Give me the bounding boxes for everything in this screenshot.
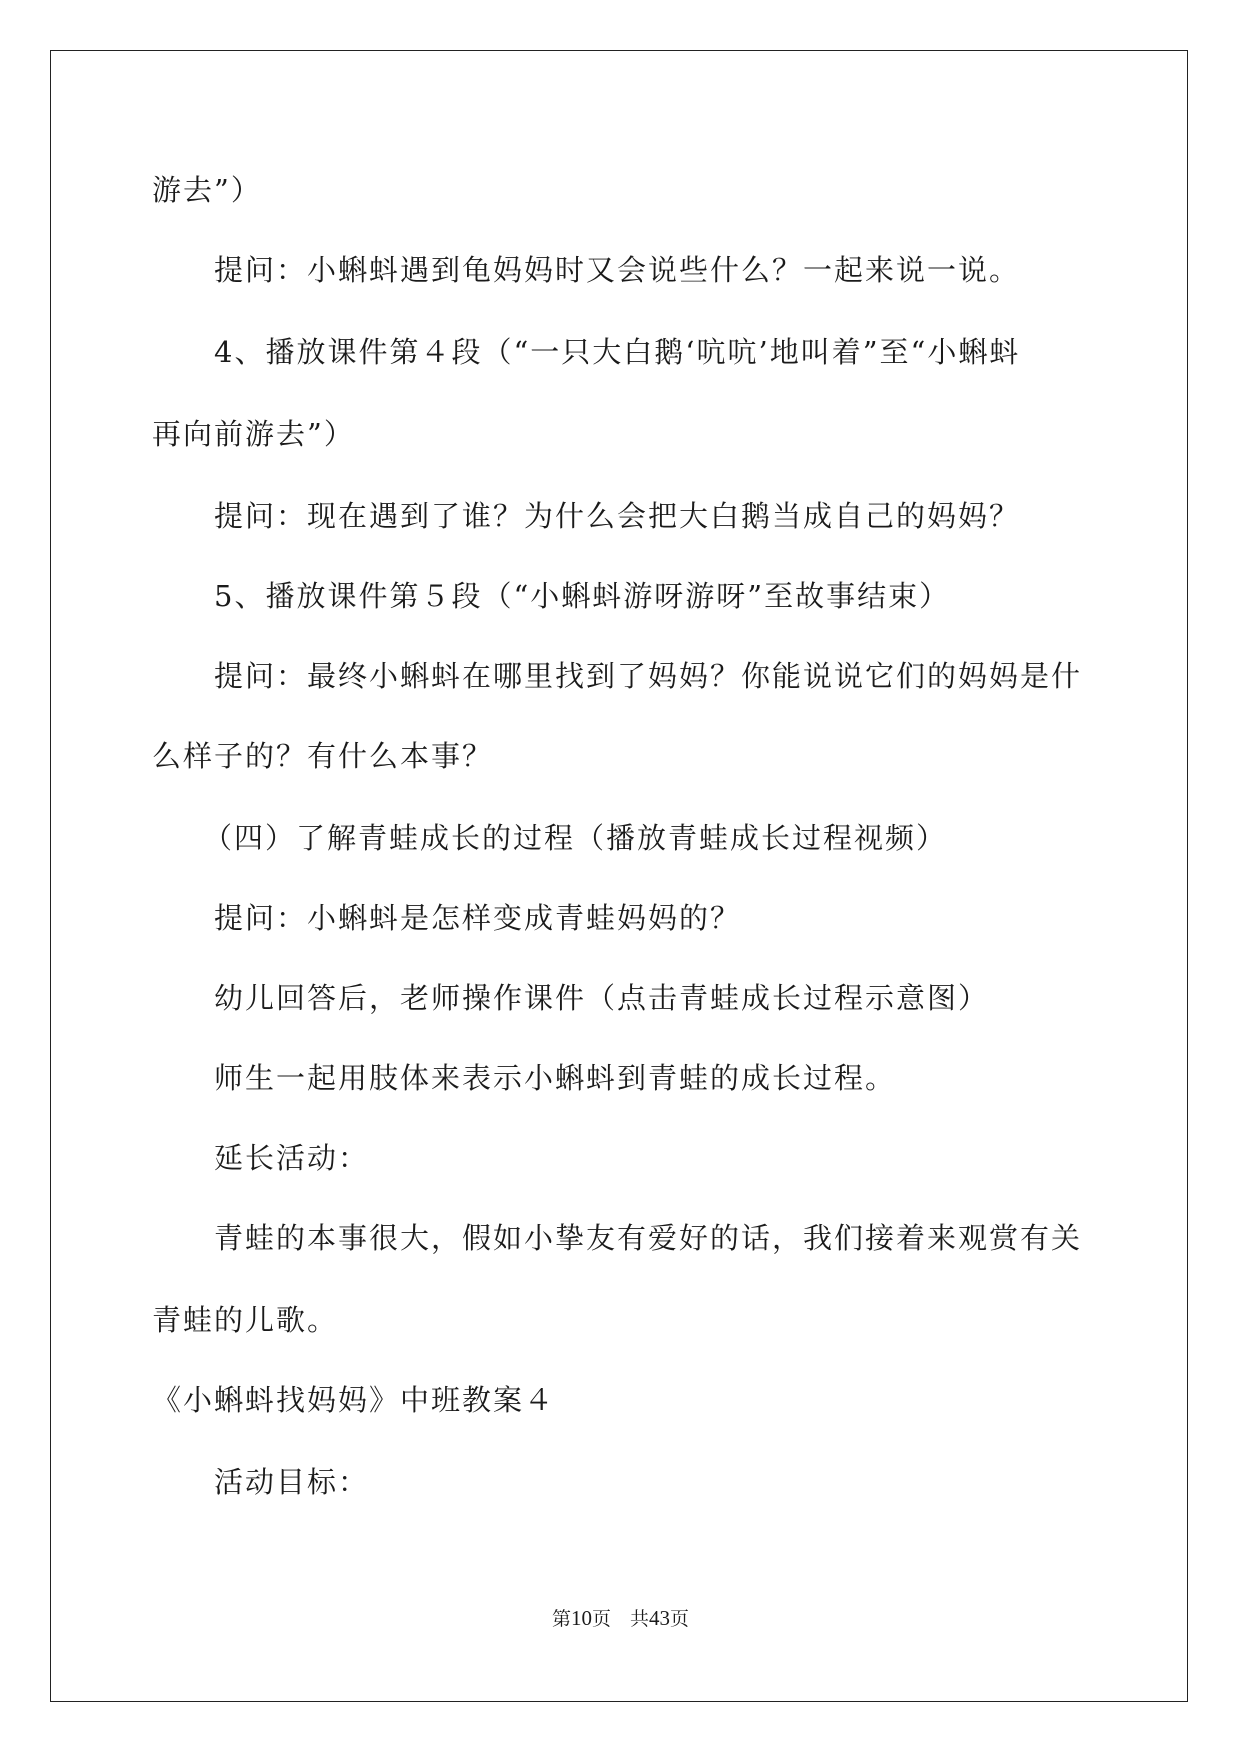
paragraph-line: 幼儿回答后，老师操作课件（点击青蛙成长过程示意图）	[214, 981, 990, 1015]
paragraph-line: 提问：现在遇到了谁？为什么会把大白鹅当成自己的妈妈？	[214, 499, 1021, 533]
paragraph-line: 再向前游去”）	[152, 417, 355, 451]
total-page-number: 43	[649, 1606, 670, 1630]
page-frame	[50, 50, 1188, 1702]
paragraph-line: 游去”）	[152, 173, 262, 207]
footer-suffix: 页	[670, 1608, 690, 1630]
paragraph-line: 提问：小蝌蚪遇到龟妈妈时又会说些什么？一起来说一说。	[214, 253, 1021, 287]
paragraph-line: 提问：最终小蝌蚪在哪里找到了妈妈？你能说说它们的妈妈是什	[214, 659, 1083, 693]
footer-middle: 页 共	[591, 1608, 649, 1630]
paragraph-line: 4、播放课件第４段（“一只大白鹅‘吭吭’地叫着”至“小蝌蚪	[214, 335, 1021, 369]
paragraph-line: 延长活动：	[214, 1141, 370, 1175]
section-heading: （四）了解青蛙成长的过程（播放青蛙成长过程视频）	[203, 821, 948, 855]
lesson-title: 《小蝌蚪找妈妈》中班教案４	[152, 1383, 556, 1417]
current-page-number: 10	[570, 1606, 592, 1630]
paragraph-line: 师生一起用肢体来表示小蝌蚪到青蛙的成长过程。	[214, 1061, 897, 1095]
page-footer	[0, 1606, 1241, 1631]
paragraph-line: 么样子的？有什么本事？	[152, 739, 494, 773]
paragraph-line: 青蛙的本事很大，假如小挚友有爱好的话，我们接着来观赏有关	[214, 1221, 1083, 1255]
footer-prefix: 第	[551, 1608, 571, 1630]
paragraph-line: 提问：小蝌蚪是怎样变成青蛙妈妈的？	[214, 901, 742, 935]
paragraph-line: 青蛙的儿歌。	[152, 1303, 339, 1337]
paragraph-line: 5、播放课件第５段（“小蝌蚪游呀游呀”至故事结束）	[214, 579, 951, 613]
paragraph-line: 活动目标：	[214, 1465, 370, 1499]
